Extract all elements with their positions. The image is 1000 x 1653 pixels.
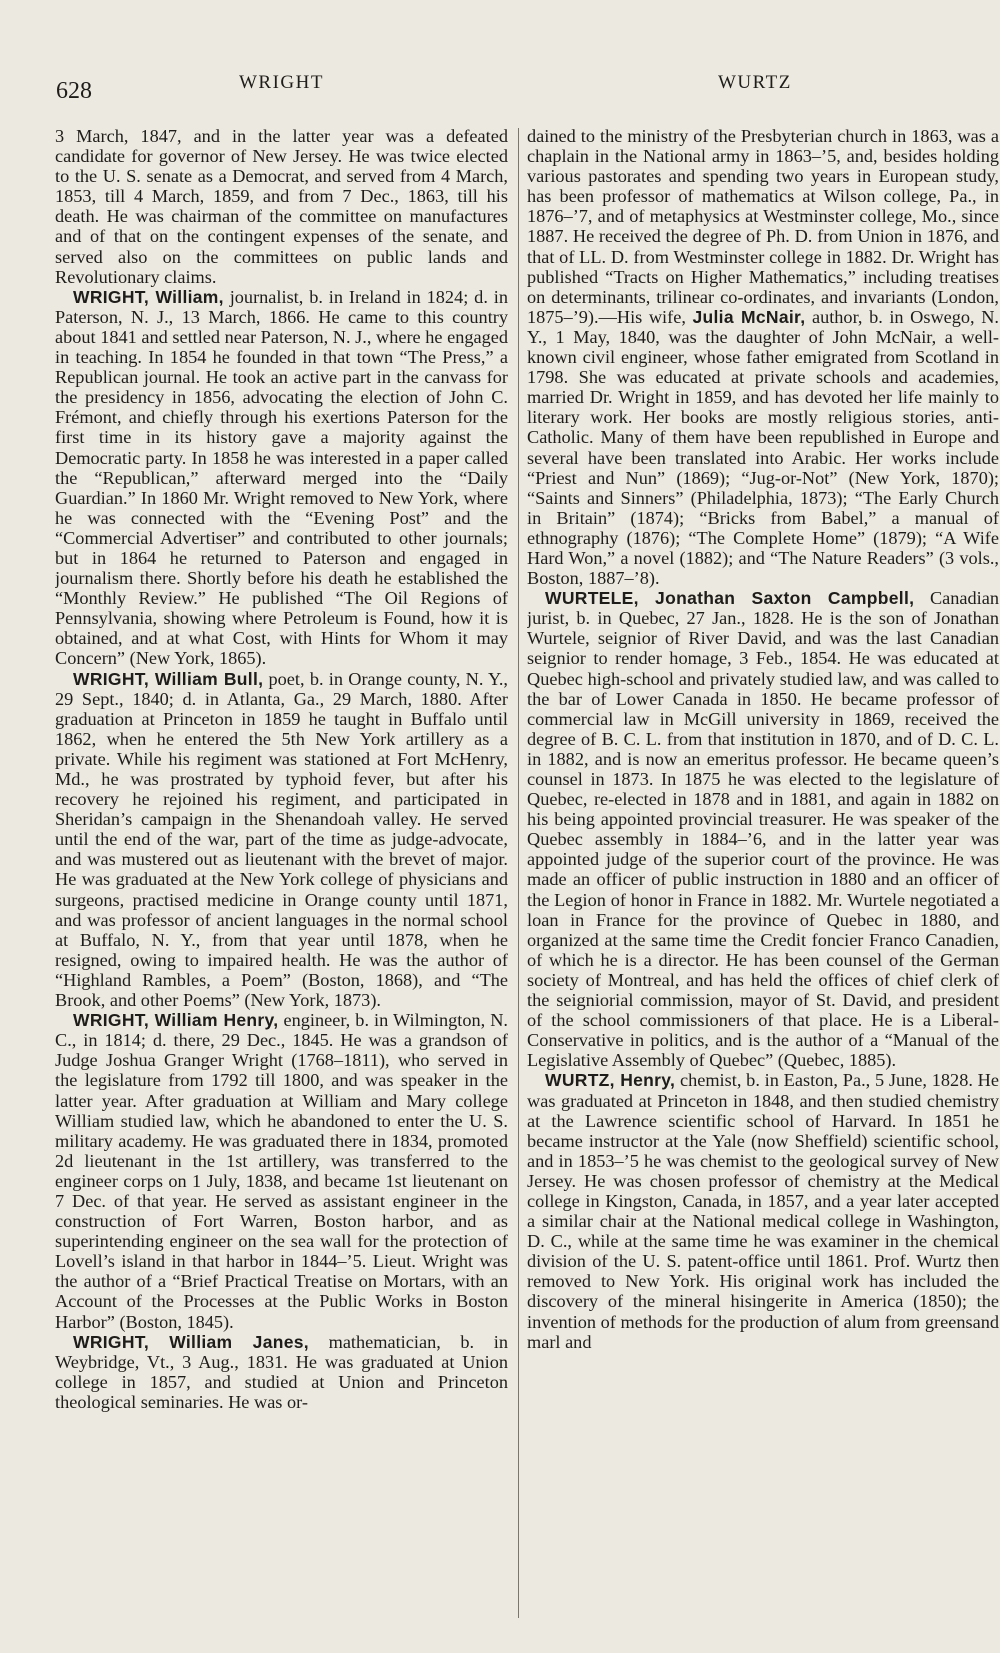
entry-headword: WRIGHT, William Bull, [73, 668, 264, 689]
page-number: 628 [56, 78, 92, 104]
entry-headword: Julia McNair, [692, 306, 806, 327]
entry-body: journalist, b. in Ireland in 1824; d. in Paterson, N. J., 13 March, 1866. He came to this country about 1841 and settled near Paterson, N. J., where he engaged in teaching. In 1854 he founded in that town “The Press,” a Republican journal. He took an active part in the canvass for the presidency in 1856, advocating the election of John C. Frémont, and chiefly through his exertions Paterson for the first time in its history gave a majority against the Democratic party. In 1858 he was interested in a paper called the “Republican,” afterward merged into the “Daily Guardian.” In 1860 Mr. Wright removed to New York, where he was connected with the “Evening Post” and the “Commercial Advertiser” and contributed to other journals; but in 1864 he returned to Paterson and engaged in journalism there. Shortly before his death he established the “Monthly Review.” He published “The Oil Regions of Pennsylvania, showing where Petroleum is Found, how it is obtained, and at what Cost, with Hints for Whom it may Concern” (New York, 1865). [55, 286, 508, 669]
entry-body: engineer, b. in Wilmington, N. C., in 1814; d. there, 29 Dec., 1845. He was a grandson of Judge Joshua Granger Wright (1768–1811), who served in the legislature from 1792 till 1800, and was speaker in the latter year. After graduation at William and Mary college William studied law, which he abandoned to enter the U. S. military academy. He was graduated there in 1834, promoted 2d lieutenant in the 1st artillery, was transferred to the engineer corps on 1 July, 1838, and became 1st lieutenant on 7 Dec. of that year. He served as assistant engineer in the construction of Fort Warren, Boston harbor, and as superintending engineer on the sea wall for the protection of Lovell’s island in that harbor in 1844–’5. Lieut. Wright was the author of a “Brief Practical Treatise on Mortars, with an Account of the Processes at the Public Works in Boston Harbor” (Boston, 1845). [55, 1010, 508, 1332]
entry-wurtz-henry [527, 1070, 999, 1351]
entry-wright-william-bull [55, 669, 508, 1011]
entry-continuation [55, 126, 508, 287]
entry-headword: WRIGHT, William Janes, [73, 1331, 309, 1352]
entry-body: author, b. in Oswego, N. Y., 1 May, 1840, was the daughter of John McNair, a well-known civil engineer, whose father emigrated from Scotland in 1798. She was educated at private schools and academies, married Dr. Wright in 1859, and has devoted her life mainly to literary work. Her books are mostly religious stories, anti-Catholic. Many of them have been republished in Europe and several have been translated into Arabic. Her works include “Priest and Nun” (1869); “Jug-or-Not” (New York, 1870); “Saints and Sinners” (Philadelphia, 1873); “The Early Church in Britain” (1874); “Bricks from Babel,” a manual of ethnography (1876); “The Complete Home” (1879); “A Wife Hard Won,” a novel (1882); and “The Nature Readers” (3 vols., Boston, 1887–’8). [527, 306, 999, 589]
running-head-right: WURTZ [718, 72, 792, 93]
entry-body: poet, b. in Orange county, N. Y., 29 Sept., 1840; d. in Atlanta, Ga., 29 March, 1880. After graduation at Princeton in 1859 he taught in Buffalo until 1862, when he entered the 5th New York artillery as a private. While his regiment was stationed at Fort McHenry, Md., he was prostrated by typhoid fever, but after his recovery he rejoined his regiment, and participated in Sheridan’s campaign in the Shenandoah valley. He served until the end of the war, part of the time as judge-advocate, and was mustered out as lieutenant with the brevet of major. He was graduated at the New York college of physicians and surgeons, practised medicine in Orange county until 1871, and was professor of ancient languages in the normal school at Buffalo, N. Y., from that year until 1878, when he resigned, owing to impaired health. He was the author of “Highland Rambles, a Poem” (Boston, 1868), and “The Brook, and other Poems” (New York, 1873). [55, 668, 508, 1011]
entry-wurtele [527, 588, 999, 1070]
entry-body: dained to the ministry of the Presbyterian church in 1863, was a chaplain in the National army in 1863–’5, and, besides holding various pastorates and spending two years in European study, has been professor of mathematics at Wilson college, Pa., in 1876–’7, and of metaphysics at Westminster college, Mo., since 1887. He received the degree of Ph. D. from Union in 1876, and that of LL. D. from Westminster college in 1882. Dr. Wright has published “Tracts on Higher Mathematics,” including treatises on determinants, trilinear co-ordinates, and invariants (London, 1875–’9).—His wife, [527, 126, 999, 327]
left-column [55, 126, 508, 1626]
entry-body: 3 March, 1847, and in the latter year was a defeated candidate for governor of New Jersey. He was twice elected to the U. S. senate as a Democrat, and served from 4 March, 1853, till 4 March, 1859, and from 7 Dec., 1863, till his death. He was chairman of the committee on manufactures and of that on the contingent expenses of the senate, and served also on the committees on public lands and Revolutionary claims. [55, 126, 508, 287]
entry-body: chemist, b. in Easton, Pa., 5 June, 1828. He was graduated at Princeton in 1848, and then studied chemistry at the Lawrence scientific school of Harvard. In 1851 he became instructor at the Yale (now Sheffield) scientific school, and in 1853–’5 he was chemist to the geological survey of New Jersey. He was chosen professor of chemistry at the Medical college in Kingston, Canada, in 1857, and a year later accepted a similar chair at the National medical college in Washington, D. C., while at the same time he was examiner in the chemical division of the U. S. patent-office until 1861. Prof. Wurtz then removed to New York. His original work has included the discovery of the mineral hisingerite in America (1850); the invention of methods for the production of alum from greensand marl and [527, 1070, 999, 1352]
entry-headword: WURTZ, Henry, [545, 1070, 676, 1091]
entry-headword: WRIGHT, William, [73, 286, 224, 307]
entry-continuation [527, 126, 999, 588]
entry-body: Canadian jurist, b. in Quebec, 27 Jan., 1828. He is the son of Jonathan Wurtele, seignior of River David, and was the last Canadian seignior to render homage, 3 Feb., 1854. He was educated at Quebec high-school and privately studied law, and was called to the bar of Lower Canada in 1850. He became professor of commercial law in McGill university in 1869, received the degree of B. C. L. from that institution in 1870, and of D. C. L. in 1882, and is now an emeritus professor. He became queen’s counsel in 1873. In 1875 he was elected to the legislature of Quebec, re-elected in 1878 and in 1881, and again in 1882 on his being appointed provincial treasurer. He was speaker of the Quebec assembly in 1884–’6, and in the latter year was appointed judge of the superior court of the province. He was made an officer of public instruction in 1880 and an officer of the Legion of honor in France in 1882. Mr. Wurtele negotiated a loan in France for the province of Quebec in 1880, and organized at the same time the Credit foncier Franco Canadien, of which he is a director. He has been counsel of the German society of Montreal, and has held the offices of chief clerk of the seigniorial commission, mayor of St. David, and president of the school commissioners of that place. He is a Liberal-Conservative in politics, and is the author of a “Manual of the Legislative Assembly of Quebec” (Quebec, 1885). [527, 588, 999, 1071]
entry-body: mathematician, b. in Weybridge, Vt., 3 Aug., 1831. He was graduated at Union college in 1857, and studied at Union and Princeton theological seminaries. He was or- [55, 1331, 508, 1412]
running-head-left: WRIGHT [239, 72, 324, 93]
column-divider [518, 128, 519, 1618]
entry-wright-william-henry [55, 1010, 508, 1332]
entry-wright-william [55, 287, 508, 669]
entry-wright-william-janes [55, 1332, 508, 1412]
entry-headword: WURTELE, Jonathan Saxton Campbell, [545, 588, 915, 609]
entry-headword: WRIGHT, William Henry, [73, 1010, 279, 1031]
right-column [527, 126, 999, 1626]
